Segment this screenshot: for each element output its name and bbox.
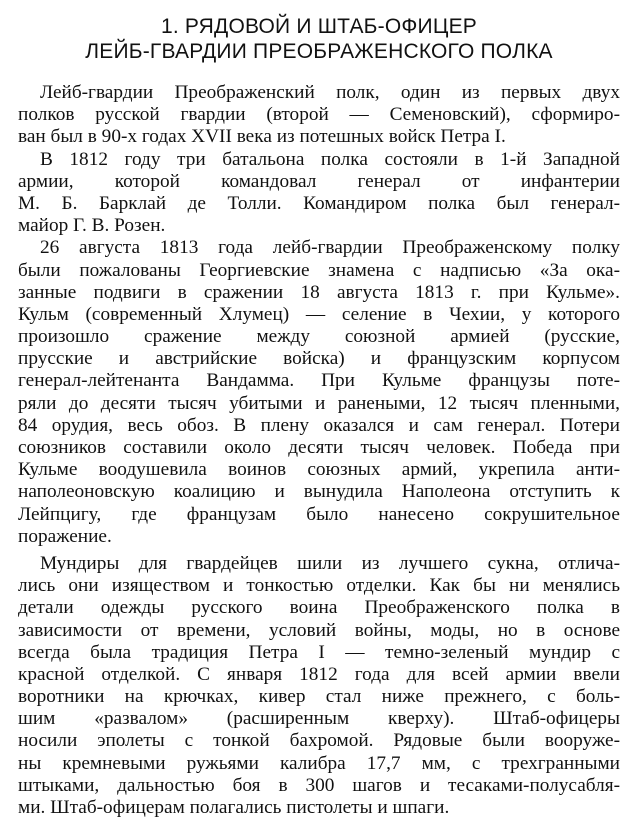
text-line: ми. Штаб-офицерам полагались пистолеты и шпаги. <box>18 797 450 818</box>
text-line: ны кремневыми ружьями калибра 17,7 мм, с трехгранными <box>18 752 620 774</box>
text-line: Кульм (современный Хлумец) — селение в Чехии, у которого <box>18 303 620 325</box>
text-line: поражение. <box>18 525 112 547</box>
text-line: носили эполеты с тонкой бахромой. Рядовые были вооруже- <box>18 730 620 752</box>
text-line: воротники на крючках, кивер стал ниже прежнего, с боль- <box>18 686 620 708</box>
heading-line-1: 1. РЯДОВОЙ И ШТАБ-ОФИЦЕР <box>160 15 478 38</box>
text-line: зависимости от времени, условий войны, моды, но в основе <box>18 619 620 641</box>
text-line: полков русской гвардии (второй — Семеновский), сформиро- <box>18 104 620 126</box>
text-line: союзников составили около десяти тысяч человек. Победа при <box>18 437 620 458</box>
heading-line-2: ЛЕЙБ-ГВАРДИИ ПРЕОБРАЖЕНСКОГО ПОЛКА <box>85 40 553 63</box>
text-line: наполеоновскую коалицию и вынудила Наполеона отступить к <box>18 481 620 503</box>
chapter-heading <box>18 14 620 64</box>
text-line: 84 орудия, весь обоз. В плену оказался и сам генерал. Потери <box>18 414 620 436</box>
page <box>18 14 620 819</box>
text-line: ряли до десяти тысяч убитыми и ранеными, 12 тысяч пленными, <box>18 392 620 414</box>
text-line: Лейпцигу, где французам было нанесено сокрушительное <box>18 503 620 525</box>
text-line: лись они изяществом и тонкостью отделки. Как бы ни менялись <box>18 575 620 597</box>
text-line: Лейб-гвардии Преображенский полк, один из первых двух <box>40 82 620 103</box>
text-line: красной отделкой. С января 1812 года для всей армии ввели <box>18 663 620 685</box>
paragraph-3 <box>18 237 620 548</box>
text-line: ван был в 90-х годах XVII века из потешных войск Петра I. <box>18 126 506 148</box>
text-line: были пожалованы Георгиевские знамена с надписью «За ока- <box>18 259 620 281</box>
text-line: детали одежды русского воина Преображенского полка в <box>18 597 620 619</box>
body-text <box>18 82 620 819</box>
text-line: Мундиры для гвардейцев шили из лучшего сукна, отлича- <box>40 552 620 574</box>
text-line: прусские и австрийские войска) и французским корпусом <box>18 348 620 370</box>
text-line: майор Г. В. Розен. <box>18 215 166 237</box>
text-line: М. Б. Барклай де Толли. Командиром полка был генерал- <box>18 192 620 214</box>
text-line: произошло сражение между союзной армией (русские, <box>18 326 620 348</box>
text-line: занные подвиги в сражении 18 августа 1813 г. при Кульме». <box>18 281 620 303</box>
text-line: всегда была традиция Петра I — темно-зеленый мундир с <box>18 641 620 663</box>
text-line: шим «развалом» (расширенным кверху). Штаб-офицеры <box>18 708 620 730</box>
text-line: армии, которой командовал генерал от инфантерии <box>18 170 620 192</box>
paragraph-1 <box>18 82 620 149</box>
paragraph-2 <box>18 149 620 238</box>
text-line: В 1812 году три батальона полка состояли в 1-й Западной <box>40 148 620 170</box>
text-line: Кульме воодушевила воинов союзных армий, укрепила анти- <box>18 459 620 481</box>
text-line: 26 августа 1813 года лейб-гвардии Преображенскому полку <box>40 237 620 259</box>
paragraph-4 <box>18 553 620 819</box>
text-line: генерал-лейтенанта Вандамма. При Кульме французы поте- <box>18 370 620 392</box>
text-line: штыками, дальностью боя в 300 шагов и тесаками-полусабля- <box>18 774 620 796</box>
